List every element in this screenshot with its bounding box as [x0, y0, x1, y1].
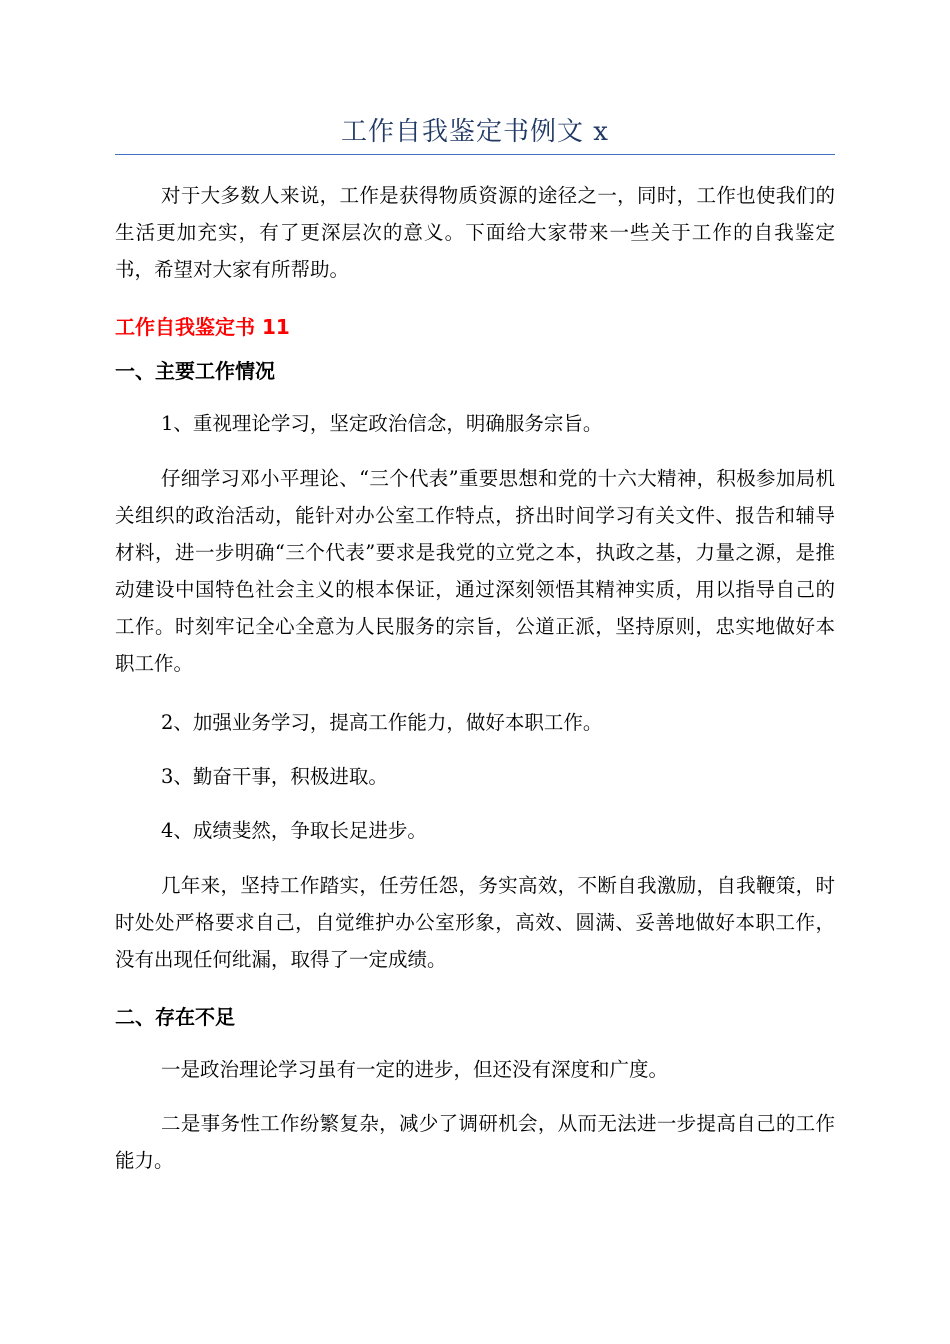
document-title: 工作自我鉴定书例文 x	[341, 117, 609, 147]
part1-item-2: 2、加强业务学习，提高工作能力，做好本职工作。	[161, 711, 603, 734]
title-underline	[115, 154, 835, 155]
part1-item-3: 3、勤奋干事，积极进取。	[161, 765, 388, 788]
part2-heading: 二、存在不足	[115, 1005, 235, 1029]
part1-paragraph-2: 几年来，坚持工作踏实，任劳任怨，务实高效，不断自我激励，自我鞭策，时时处处严格要求自己，自觉维护办公室形象，高效、圆满、妥善地做好本职工作，没有出现任何纰漏，取得了一定成绩。	[115, 874, 835, 971]
part2-item-2: 二是事务性工作纷繁复杂，减少了调研机会，从而无法进一步提高自己的工作能力。	[115, 1112, 835, 1172]
intro-paragraph: 对于大多数人来说，工作是获得物质资源的途径之一，同时，工作也使我们的生活更加充实，有了更深层次的意义。下面给大家带来一些关于工作的自我鉴定书，希望对大家有所帮助。	[115, 184, 835, 281]
part2-item-1: 一是政治理论学习虽有一定的进步，但还没有深度和广度。	[161, 1058, 669, 1081]
part1-item-1: 1、重视理论学习，坚定政治信念，明确服务宗旨。	[161, 412, 603, 435]
part1-heading: 一、主要工作情况	[115, 359, 275, 383]
part1-item-4: 4、成绩斐然，争取长足进步。	[161, 819, 427, 842]
part1-paragraph-1: 仔细学习邓小平理论、“三个代表”重要思想和党的十六大精神，积极参加局机关组织的政治活动，能针对办公室工作特点，挤出时间学习有关文件、报告和辅导材料，进一步明确“三个代表”要求是我党的立党之本，执政之基，力量之源，是推动建设中国特色社会主义的根本保证，通过深刻领悟其精神实质，用以指导自己的工作。时刻牢记全心全意为人民服务的宗旨，公道正派，坚持原则，忠实地做好本职工作。	[115, 467, 835, 675]
section-title: 工作自我鉴定书 11	[115, 315, 290, 339]
